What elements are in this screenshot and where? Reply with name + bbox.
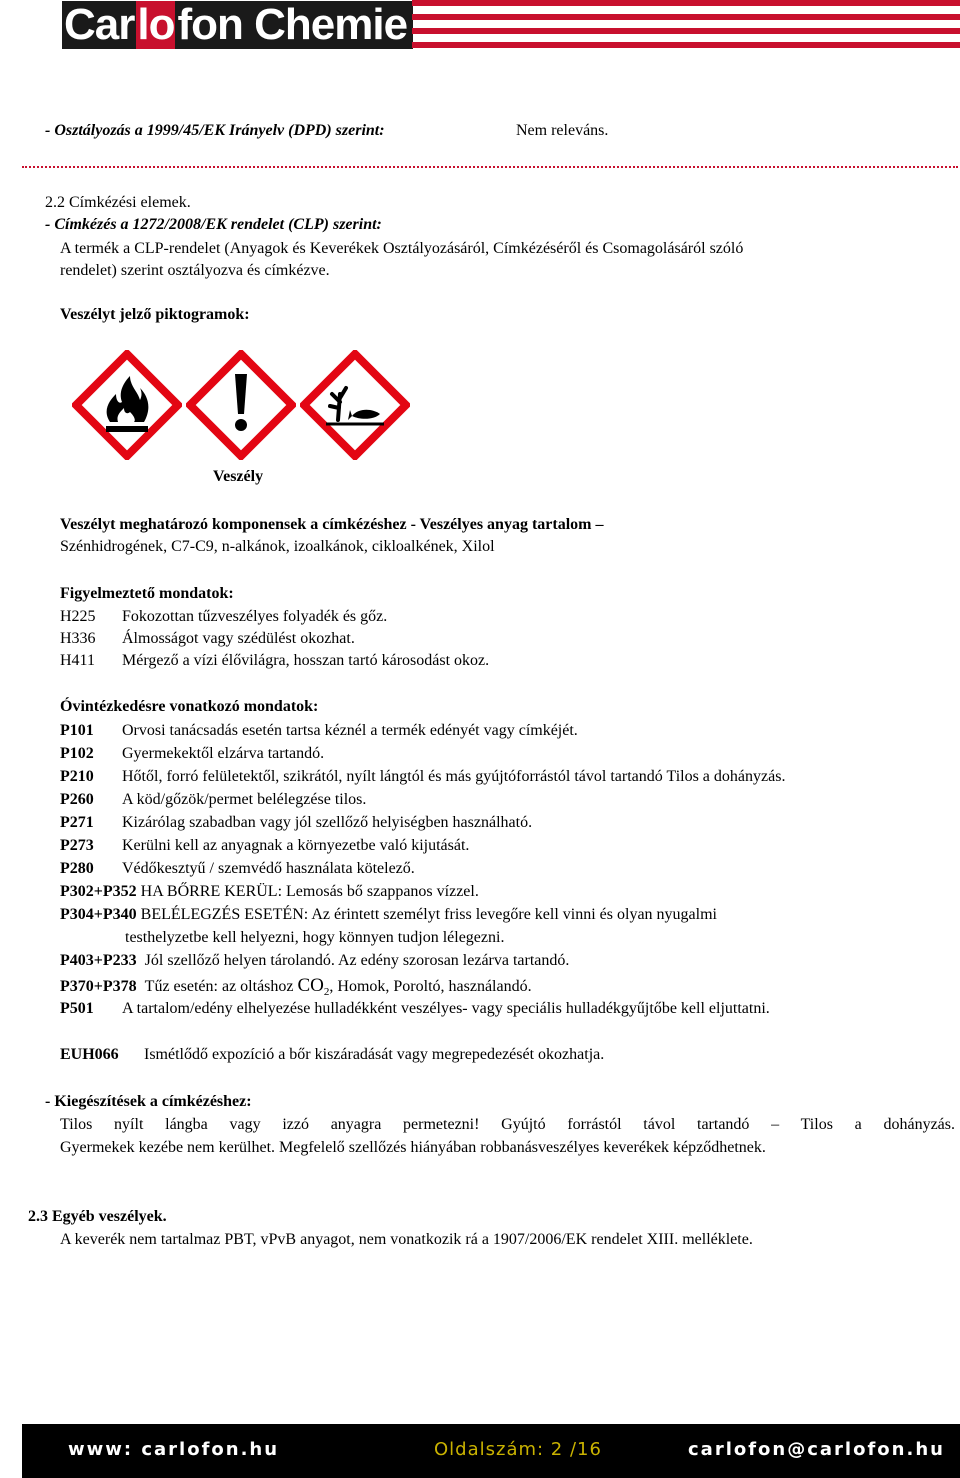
- hazard-code: H411: [60, 652, 95, 669]
- hazard-text: Álmosságot vagy szédülést okozhat.: [122, 630, 355, 647]
- precaution-code: P101: [60, 722, 94, 739]
- supplement-line1: Tilos nyílt lángba vagy izzó anyagra permetezni! Gyújtó forrástól távol tartandó – Tilos a dohányzás.: [60, 1116, 955, 1133]
- precaution-p370-row: [60, 975, 532, 998]
- precaution-text: HA BŐRRE KERÜL: Lemosás bő szappanos vízzel.: [140, 883, 479, 900]
- precaution-code: P280: [60, 860, 94, 877]
- precaution-code: P501: [60, 1000, 94, 1017]
- components-value: Szénhidrogének, C7-C9, n-alkánok, izoalkánok, cikloalkének, Xilol: [60, 538, 495, 555]
- precaution-code: P260: [60, 791, 94, 808]
- hazard-statement-row: [60, 652, 489, 670]
- precaution-text-cont: , Homok, Poroltó, használandó.: [329, 978, 532, 995]
- precaution-statement-row: [60, 837, 469, 855]
- euh-code: EUH066: [60, 1046, 119, 1063]
- precaution-p302-row: [60, 883, 479, 901]
- components-label: Veszélyt meghatározó komponensek a címkézéshez - Veszélyes anyag tartalom –: [60, 516, 604, 533]
- supplement-line2: Gyermekek kezébe nem kerülhet. Megfelelő szellőzés hiányában robbanásveszélyes keverékek képződhetnek.: [60, 1139, 766, 1156]
- hazard-statement-row: [60, 630, 355, 648]
- supplement-label: - Kiegészítések a címkézéshez:: [45, 1093, 252, 1110]
- precaution-statements-label: Óvintézkedésre vonatkozó mondatok:: [60, 698, 319, 715]
- precaution-text: Tűz esetén: az oltáshoz: [144, 978, 294, 995]
- precaution-code: P271: [60, 814, 94, 831]
- precaution-statement-row: [60, 814, 532, 832]
- precaution-text: Jól szellőző helyen tárolandó. Az edény szorosan lezárva tartandó.: [144, 952, 570, 969]
- precaution-p304-row: [60, 906, 717, 924]
- footer-email: carlofon@carlofon.hu: [688, 1439, 945, 1460]
- precaution-text: A köd/gőzök/permet belélegzése tilos.: [122, 791, 367, 808]
- hazard-text: Mérgező a vízi élővilágra, hosszan tartó károsodást okoz.: [122, 652, 490, 669]
- header-red-stripes: [412, 0, 960, 48]
- logo-text-part1: Car: [64, 0, 135, 49]
- company-logo: [62, 0, 413, 50]
- section-2-3-text: A keverék nem tartalmaz PBT, vPvB anyagot, nem vonatkozik rá a 1907/2006/EK rendelet XIII. melléklete.: [60, 1231, 753, 1248]
- pictograms-label: Veszélyt jelző piktogramok:: [60, 306, 250, 323]
- precaution-code: P210: [60, 768, 94, 785]
- dpd-label: - Osztályozás a 1999/45/EK Irányelv (DPD) szerint:: [45, 122, 385, 139]
- page-footer: [22, 1424, 960, 1478]
- dpd-value: Nem releváns.: [516, 122, 609, 139]
- co2-formula: CO: [297, 975, 324, 996]
- clp-text-line2: rendelet) szerint osztályozva és címkézve.: [60, 262, 330, 279]
- precaution-code: P370+P378: [60, 978, 137, 995]
- euh-text: Ismétlődő expozíció a bőr kiszáradását vagy megrepedezését okozhatja.: [144, 1046, 605, 1063]
- environment-pictogram-icon: [300, 350, 410, 460]
- hazard-text: Fokozottan tűzveszélyes folyadék és gőz.: [122, 608, 388, 625]
- precaution-p403-row: [60, 952, 569, 970]
- clp-text-line1: A termék a CLP-rendelet (Anyagok és Keverékek Osztályozásáról, Címkézéséről és Csomagolásáról szóló: [60, 240, 744, 257]
- flame-pictogram-icon: [72, 350, 182, 460]
- precaution-statement-row: [60, 860, 415, 878]
- precaution-code: P403+P233: [60, 952, 137, 969]
- euh-row: [60, 1046, 604, 1064]
- footer-website: www: carlofon.hu: [68, 1439, 280, 1460]
- precaution-p501-row: [60, 1000, 770, 1018]
- clp-label: - Címkézés a 1272/2008/EK rendelet (CLP) szerint:: [45, 216, 382, 233]
- precaution-code: P273: [60, 837, 94, 854]
- hazard-statements-label: Figyelmeztető mondatok:: [60, 585, 234, 602]
- precaution-text: BELÉLEGZÉS ESETÉN: Az érintett személyt friss levegőre kell vinni és olyan nyugalmi: [140, 906, 717, 923]
- precaution-text: Orvosi tanácsadás esetén tartsa kéznél a termék edényét vagy címkéjét.: [122, 722, 578, 739]
- precaution-code: P102: [60, 745, 94, 762]
- precaution-statement-row: [60, 791, 366, 809]
- precaution-code: P304+P340: [60, 906, 137, 923]
- hazard-code: H225: [60, 608, 96, 625]
- precaution-text: A tartalom/edény elhelyezése hulladékként veszélyes- vagy speciális hulladékgyűjtőbe kell eljuttatni.: [122, 1000, 770, 1017]
- precaution-text: Kerülni kell az anyagnak a környezetbe való kijutását.: [122, 837, 470, 854]
- precaution-statement-row: [60, 722, 578, 740]
- footer-page-number: Oldalszám: 2 /16: [434, 1439, 602, 1460]
- logo-text-part2: lo: [137, 0, 175, 49]
- signal-word: Veszély: [213, 468, 264, 485]
- precaution-text: Kizárólag szabadban vagy jól szellőző helyiségben használható.: [122, 814, 533, 831]
- hazard-code: H336: [60, 630, 96, 647]
- section-2-2-title: 2.2 Címkézési elemek.: [45, 194, 191, 211]
- logo-text-part3: fon Chemie: [175, 1, 413, 49]
- precaution-code: P302+P352: [60, 883, 137, 900]
- precaution-statement-row: [60, 768, 785, 786]
- exclamation-pictogram-icon: [186, 350, 296, 460]
- hazard-statement-row: [60, 608, 387, 626]
- precaution-text: Gyermekektől elzárva tartandó.: [122, 745, 325, 762]
- co2-subscript: 2: [323, 986, 330, 999]
- precaution-p304-continuation: testhelyzetbe kell helyezni, hogy könnyen tudjon lélegezni.: [125, 929, 505, 946]
- precaution-text: Hőtől, forró felületektől, szikrától, nyílt lángtól és más gyújtóforrástól távol tartandó Tilos a dohányzás.: [122, 768, 786, 785]
- section-2-3-title: 2.3 Egyéb veszélyek.: [28, 1208, 167, 1225]
- precaution-statement-row: [60, 745, 324, 763]
- section-divider: [22, 166, 958, 168]
- precaution-text: Védőkesztyű / szemvédő használata kötelező.: [122, 860, 415, 877]
